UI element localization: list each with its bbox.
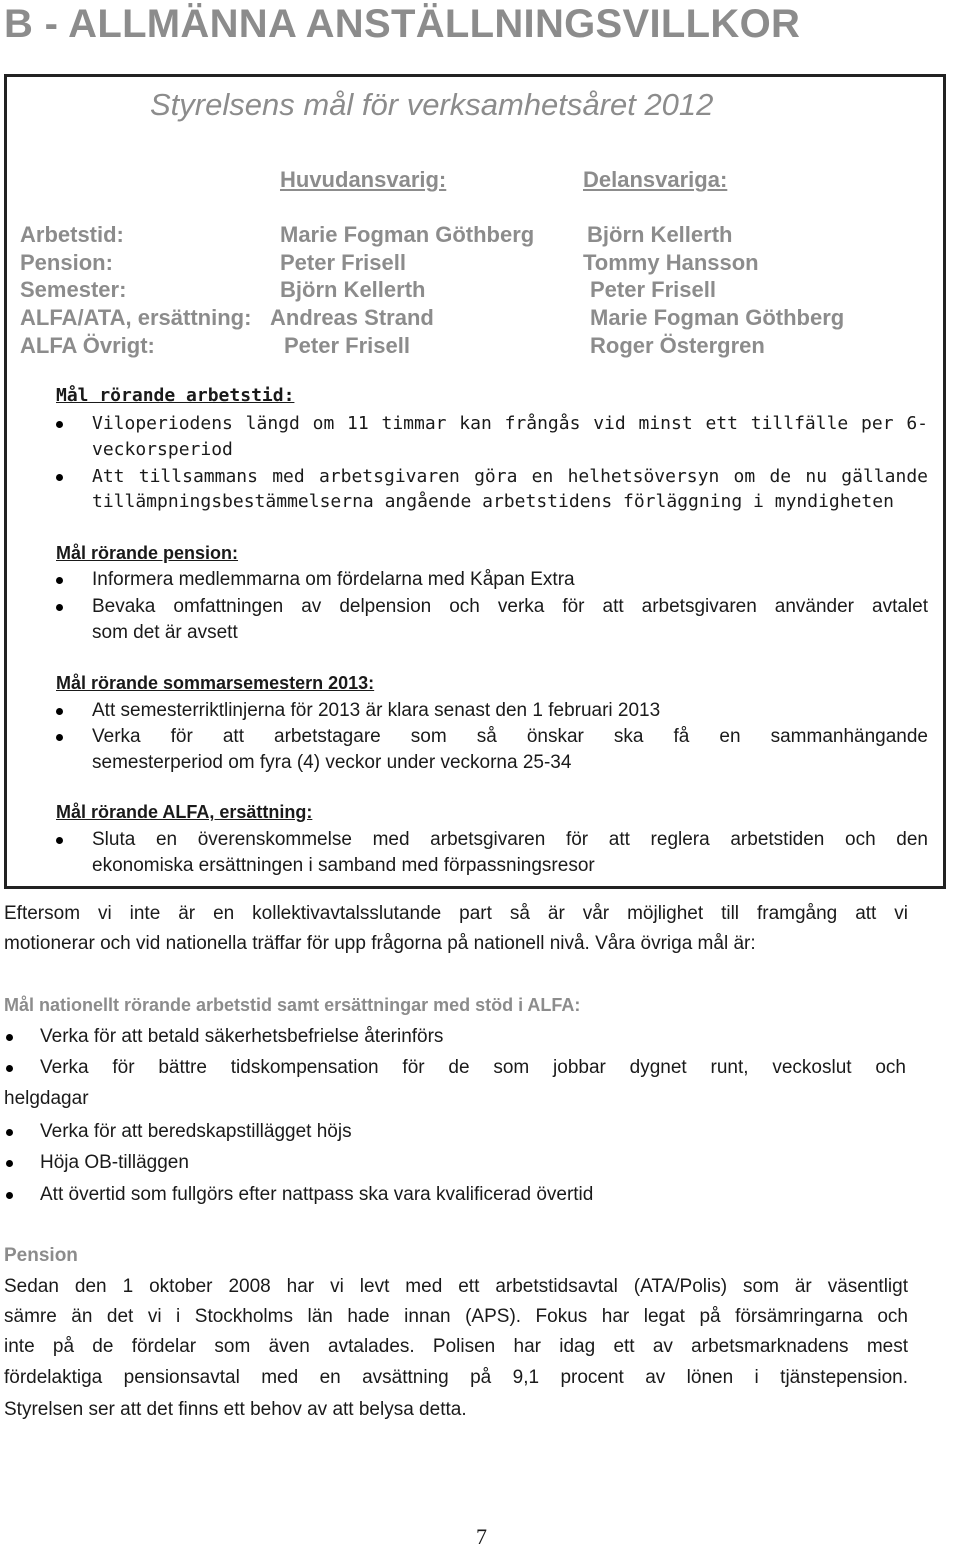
bullet-text: veckorsperiod xyxy=(92,439,233,460)
bullet-dot xyxy=(56,734,63,741)
bullet-text: Bevaka omfattningen av delpension och verka för att arbetsgivaren använder avtalet xyxy=(92,596,928,617)
main-responsible: Andreas Strand xyxy=(270,305,434,330)
page-heading: B - ALLMÄNNA ANSTÄLLNINGSVILLKOR xyxy=(4,2,801,46)
section-title-working-time: Mål rörande arbetstid: xyxy=(56,385,295,406)
main-responsible: Peter Frisell xyxy=(280,250,406,275)
pension-line: Styrelsen ser att det finns ett behov av att belysa detta. xyxy=(4,1399,467,1420)
bullet-text: Verka för att arbetstagare som så önskar ska få en sammanhängande xyxy=(92,726,928,747)
bullet-dot xyxy=(6,1160,13,1167)
bullet-dot xyxy=(56,577,63,584)
bullet-text: ekonomiska ersättningen i samband med förpassningsresor xyxy=(92,855,595,876)
bullet-dot xyxy=(6,1034,13,1041)
bullet-text: Att semesterriktlinjerna för 2013 är klara senast den 1 februari 2013 xyxy=(92,700,661,721)
main-responsible: Marie Fogman Göthberg xyxy=(280,222,535,247)
main-responsible: Björn Kellerth xyxy=(280,277,426,302)
area-label: ALFA/ATA, ersättning: xyxy=(20,305,252,330)
pension-title: Pension xyxy=(4,1245,78,1266)
national-goals-title: Mål nationellt rörande arbetstid samt ersättningar med stöd i ALFA: xyxy=(4,995,581,1015)
bullet-text: helgdagar xyxy=(4,1088,89,1109)
column-header-main: Huvudansvarig: xyxy=(280,167,447,192)
intro-line: Eftersom vi inte är en kollektivavtalsslutande part så är vår möjlighet till framgång att vi xyxy=(4,903,908,924)
bullet-text: Verka för att betald säkerhetsbefrielse återinförs xyxy=(40,1026,444,1047)
bullet-dot xyxy=(6,1065,13,1072)
bullet-text: som det är avsett xyxy=(92,622,238,643)
page-number: 7 xyxy=(476,1524,487,1549)
section-title-alfa: Mål rörande ALFA, ersättning: xyxy=(56,802,313,822)
bullet-dot xyxy=(56,837,63,844)
intro-line: motionerar och vid nationella träffar för upp frågorna på nationell nivå. Våra övriga mål är: xyxy=(4,933,756,954)
bullet-dot xyxy=(56,708,63,715)
bullet-text: Informera medlemmarna om fördelarna med Kåpan Extra xyxy=(92,569,575,590)
sub-responsible: Peter Frisell xyxy=(590,277,716,302)
bullet-text: Att tillsammans med arbetsgivaren göra en helhetsöversyn om de nu gällande xyxy=(92,466,928,487)
column-header-sub: Delansvariga: xyxy=(583,167,728,192)
area-label: ALFA Övrigt: xyxy=(20,333,155,358)
bullet-text: Verka för att beredskapstillägget höjs xyxy=(40,1121,352,1142)
bullet-text: Höja OB-tilläggen xyxy=(40,1152,189,1173)
bullet-text: tillämpningsbestämmelserna angående arbetstidens förläggning i myndigheten xyxy=(92,491,894,512)
sub-responsible: Roger Östergren xyxy=(590,333,765,358)
pension-line: Sedan den 1 oktober 2008 har vi levt med ett arbetstidsavtal (ATA/Polis) som är väsentligt xyxy=(4,1276,908,1297)
bullet-dot xyxy=(56,421,63,428)
bullet-text: Att övertid som fullgörs efter nattpass ska vara kvalificerad övertid xyxy=(40,1184,594,1205)
sub-responsible: Björn Kellerth xyxy=(587,222,733,247)
sub-responsible: Tommy Hansson xyxy=(583,250,759,275)
bullet-text: semesterperiod om fyra (4) veckor under veckorna 25-34 xyxy=(92,752,572,773)
bullet-dot xyxy=(6,1129,13,1136)
bullet-dot xyxy=(56,604,63,611)
bullet-text: Sluta en överenskommelse med arbetsgivaren för att reglera arbetstiden och den xyxy=(92,829,928,850)
sub-responsible: Marie Fogman Göthberg xyxy=(590,305,845,330)
bullet-dot xyxy=(56,474,63,481)
area-label: Pension: xyxy=(20,250,113,275)
section-title-vacation: Mål rörande sommarsemestern 2013: xyxy=(56,673,375,693)
pension-line: inte på de fördelar som även avtalades. Polisen har idag ett av arbetsmarknadens mest xyxy=(4,1336,908,1357)
bullet-text: Verka för bättre tidskompensation för de som jobbar dygnet runt, veckoslut och xyxy=(40,1057,906,1078)
bullet-text: Viloperiodens längd om 11 timmar kan frångås vid minst ett tillfälle per 6- xyxy=(92,413,928,434)
pension-line: fördelaktiga pensionsavtal med en avsättning på 9,1 procent av lönen i tjänstepension. xyxy=(4,1367,908,1388)
area-label: Semester: xyxy=(20,277,127,302)
area-label: Arbetstid: xyxy=(20,222,124,247)
pension-line: sämre än det vi i Stockholms län hade innan (APS). Fokus har legat på försämringarna och xyxy=(4,1306,908,1327)
main-responsible: Peter Frisell xyxy=(284,333,410,358)
box-title: Styrelsens mål för verksamhetsåret 2012 xyxy=(150,87,714,122)
bullet-dot xyxy=(6,1192,13,1199)
section-title-pension: Mål rörande pension: xyxy=(56,543,239,563)
